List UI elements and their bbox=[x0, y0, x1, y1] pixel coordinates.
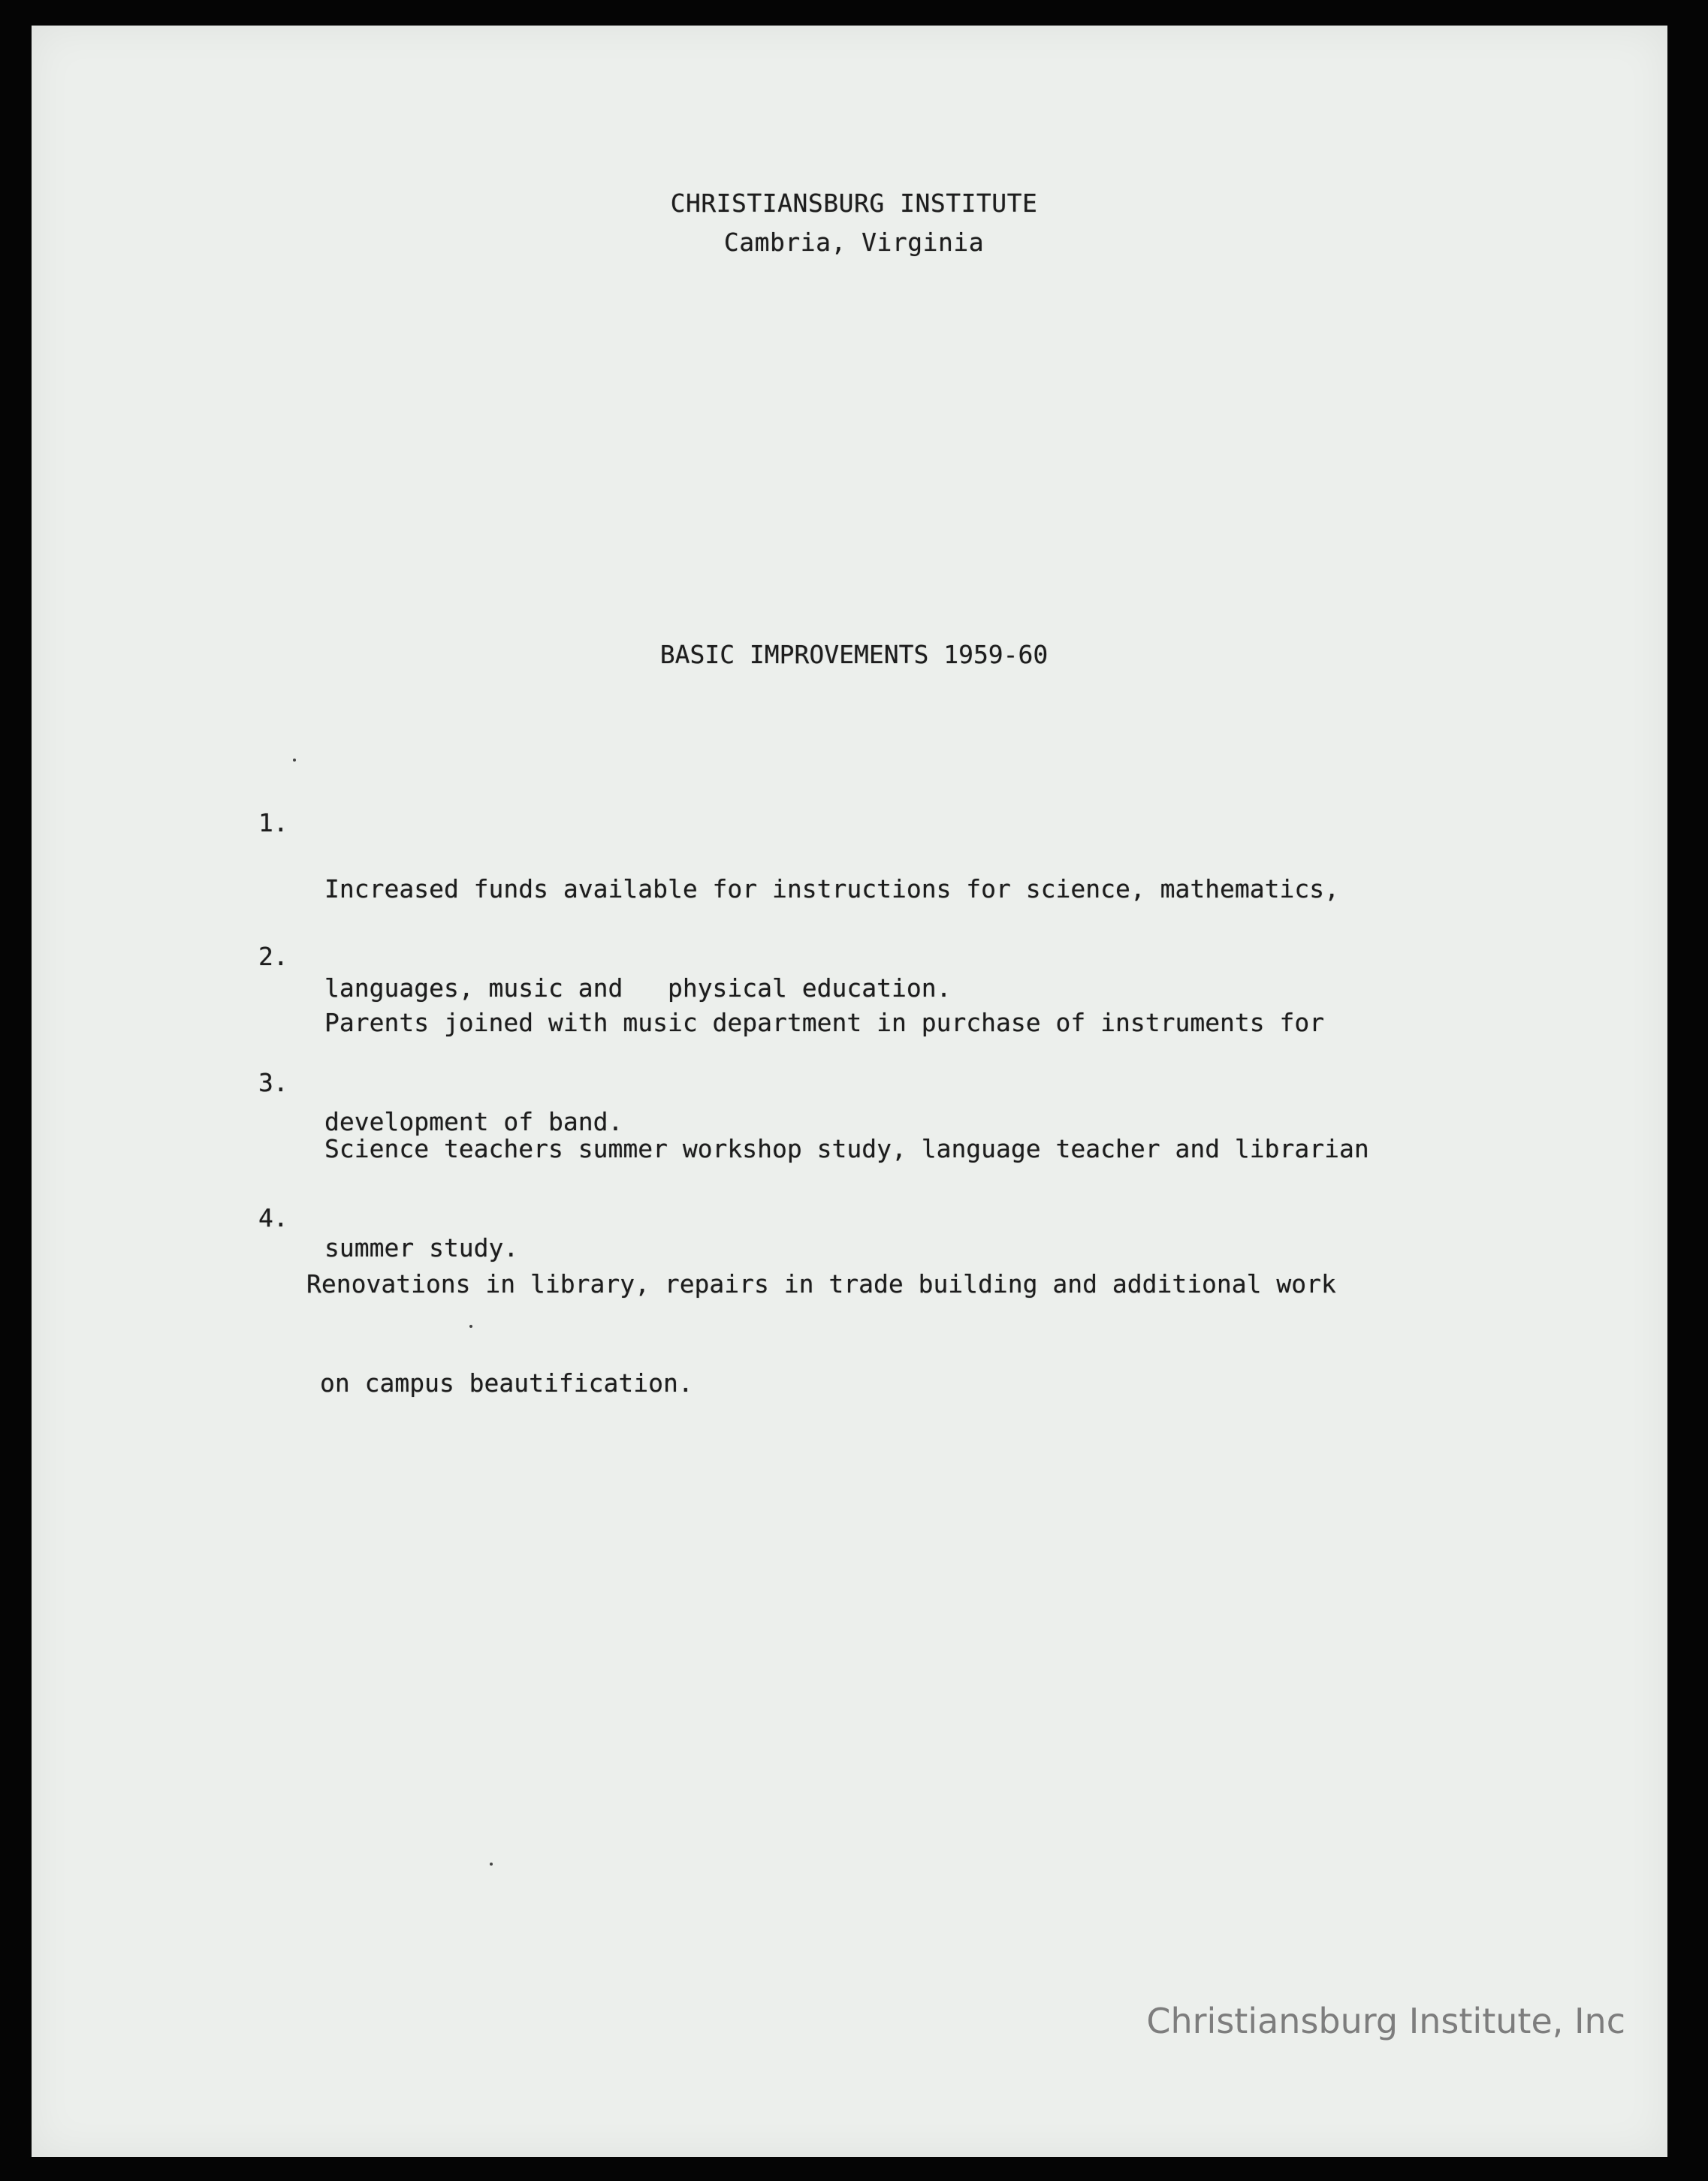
item-text-line: on campus beautification. bbox=[320, 1368, 693, 1398]
paper-speck bbox=[490, 1863, 493, 1866]
item-text-line: Science teachers summer workshop study, language teacher and librarian bbox=[324, 1134, 1369, 1163]
document-title: BASIC IMPROVEMENTS 1959-60 bbox=[659, 640, 1049, 669]
item-number: 3. bbox=[258, 1068, 288, 1097]
item-text-line: languages, music and physical education. bbox=[324, 973, 952, 1003]
list-item bbox=[258, 807, 1340, 1003]
item-text-line: summer study. bbox=[324, 1233, 519, 1262]
item-number: 2. bbox=[258, 942, 288, 971]
item-number: 4. bbox=[258, 1203, 288, 1232]
item-text-line: Renovations in library, repairs in trade building and additional work bbox=[306, 1269, 1336, 1299]
paper-speck bbox=[293, 759, 296, 762]
item-text-line: Parents joined with music department in purchase of instruments for bbox=[324, 1008, 1325, 1037]
item-text-line: development of band. bbox=[324, 1107, 623, 1136]
paper-speck bbox=[469, 1325, 472, 1328]
item-text-line: Increased funds available for instructions for science, mathematics, bbox=[324, 874, 1340, 903]
watermark: Christiansburg Institute, Inc bbox=[1146, 2001, 1625, 2041]
institution-location: Cambria, Virginia bbox=[723, 228, 985, 257]
letterhead bbox=[0, 184, 1708, 262]
institution-name: CHRISTIANSBURG INSTITUTE bbox=[670, 189, 1038, 218]
item-number: 1. bbox=[258, 808, 288, 837]
